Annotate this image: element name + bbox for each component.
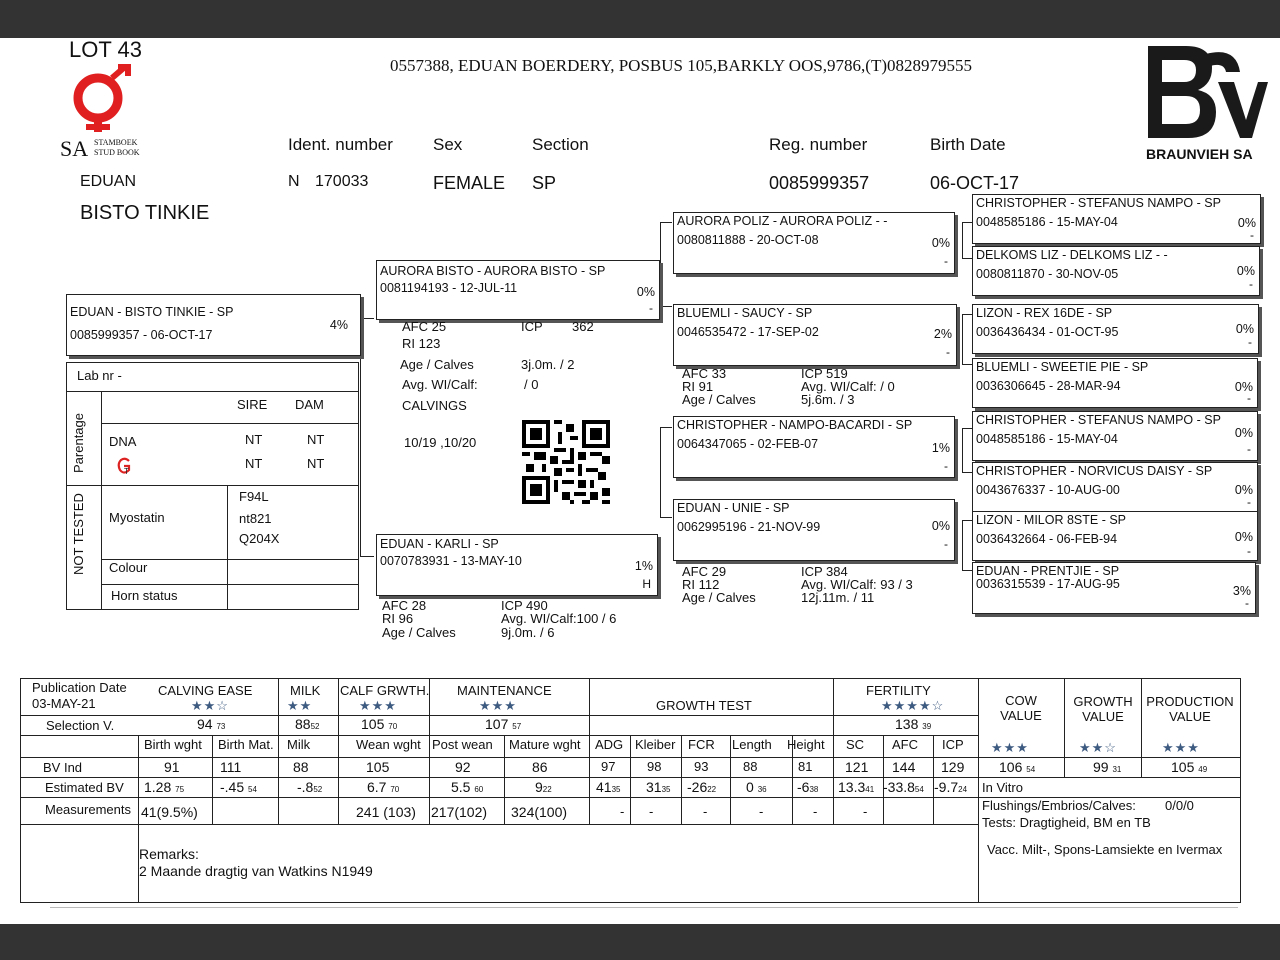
col-mature-wght: Mature wght — [509, 737, 581, 752]
ggp-2-dash: - — [1249, 277, 1253, 291]
calving-ease-stars: ★★☆ — [191, 698, 229, 713]
gp-ds-reg: 0064347065 - 02-FEB-07 — [677, 437, 819, 451]
gp-ds-name: CHRISTOPHER - NAMPO-BACARDI - SP — [677, 418, 913, 432]
footer-rule — [50, 907, 1238, 908]
ggp-3-dash: - — [1248, 335, 1252, 349]
horn-label: Horn status — [111, 588, 178, 603]
gp-ss-dash: - — [944, 254, 948, 268]
est-mature: 922 — [535, 779, 552, 795]
meas-fcr: - — [703, 804, 708, 819]
gp-sd-inbreeding: 2% — [933, 327, 952, 341]
dam-afc: AFC 28 — [382, 598, 427, 613]
sire-box[interactable] — [376, 260, 660, 320]
birth-label: Birth Date — [930, 135, 1006, 154]
ggp-4-reg: 0036306645 - 28-MAR-94 — [976, 379, 1121, 393]
dam-ri: RI 96 — [382, 611, 414, 626]
production-value-label: PRODUCTION VALUE — [1146, 694, 1234, 724]
est-afc: -33.854 — [883, 779, 924, 795]
ggp-3-inbreeding: 0% — [1235, 322, 1254, 336]
gp-sd-reg: 0046535472 - 17-SEP-02 — [677, 325, 819, 339]
ggp-box-6[interactable] — [972, 462, 1258, 512]
myostatin-nt821: nt821 — [239, 511, 272, 526]
calving-ease-label: CALVING EASE — [158, 683, 253, 698]
dam-name: EDUAN - KARLI - SP — [380, 537, 499, 551]
remarks-text: 2 Maande dragtig van Watkins N1949 — [139, 863, 373, 879]
gp-sd-age: 5j.6m. / 3 — [801, 392, 855, 407]
sa-studbook-logo — [60, 64, 160, 160]
sire-col-label: SIRE — [237, 397, 268, 412]
growth-value-stars: ★★☆ — [1079, 740, 1117, 755]
sire-dash: - — [649, 301, 653, 315]
gp-sd-icp: ICP 519 — [801, 366, 848, 381]
flushings-value: 0/0/0 — [1165, 798, 1194, 813]
cow-value-stars: ★★★ — [991, 740, 1029, 755]
ggp-7-reg: 0036432664 - 06-FEB-94 — [976, 532, 1118, 546]
col-afc: AFC — [892, 737, 918, 752]
est-kleiber: 3135 — [646, 779, 671, 795]
milk-stars: ★★ — [287, 698, 313, 713]
in-vitro-label: In Vitro — [982, 780, 1023, 795]
col-sc: SC — [846, 737, 865, 752]
top-bar — [0, 0, 1280, 38]
sire-icp-label: ICP — [521, 319, 543, 334]
meas-wean: 241 (103) — [356, 804, 416, 820]
ggp-5-inbreeding: 0% — [1234, 426, 1253, 440]
ggp-box-8[interactable] — [972, 562, 1256, 614]
lot-number: LOT 43 — [69, 37, 142, 62]
gt-sire: NT — [245, 456, 263, 471]
growth-test-label: GROWTH TEST — [656, 698, 752, 713]
gp-ds-inbreeding: 1% — [931, 441, 950, 455]
bv-ind-birth-mat: 111 — [220, 759, 242, 775]
meas-sc: - — [863, 804, 868, 819]
sire-reg: 0081194193 - 12-JUL-11 — [380, 281, 518, 295]
fertility-stars: ★★★★☆ — [881, 698, 945, 713]
calving-dates: 10/19 ,10/20 — [404, 435, 477, 450]
sex-label: Sex — [433, 135, 463, 154]
reg-label: Reg. number — [769, 135, 868, 154]
sire-wi: / 0 — [524, 377, 539, 392]
braunvieh-logo — [1140, 42, 1270, 166]
vaccination-text: Vacc. Milt-, Spons-Lamsiekte en Ivermax — [987, 842, 1223, 857]
remarks-label: Remarks: — [139, 846, 199, 862]
ident-prefix: N — [288, 173, 300, 190]
performance-table — [20, 678, 1241, 903]
bv-ind-post-wean: 92 — [455, 759, 471, 775]
tests-text: Tests: Dragtigheid, BM en TB — [982, 815, 1151, 830]
ggp-box-1[interactable] — [972, 194, 1261, 244]
ggp-6-reg: 0043676337 - 10-AUG-00 — [976, 483, 1120, 497]
bottom-bar — [0, 924, 1280, 960]
maintenance-value: 107 57 — [485, 716, 522, 732]
ggp-2-inbreeding: 0% — [1236, 264, 1255, 278]
est-height: -638 — [797, 779, 819, 795]
section-value: SP — [532, 173, 557, 193]
sire-inbreeding: 0% — [636, 285, 655, 299]
gp-dd-dash: - — [944, 537, 948, 551]
maintenance-label: MAINTENANCE — [457, 683, 552, 698]
ggp-box-3[interactable] — [972, 304, 1259, 354]
myostatin-label: Myostatin — [109, 510, 165, 525]
gp-dd-afc: AFC 29 — [682, 564, 727, 579]
ident-number: 170033 — [315, 173, 369, 190]
dam-inbreeding: 1% — [634, 559, 653, 573]
colour-label: Colour — [109, 560, 148, 575]
sire-wi-label: Avg. WI/Calf: — [402, 377, 478, 392]
selection-label: Selection V. — [46, 718, 115, 733]
ggp-7-inbreeding: 0% — [1234, 530, 1253, 544]
gp-dam-dam-box[interactable] — [673, 499, 955, 561]
ggp-2-reg: 0080811870 - 30-NOV-05 — [976, 267, 1119, 281]
ggp-box-2[interactable] — [972, 246, 1260, 296]
sa-logo-stamboek: STAMBOEK — [94, 138, 138, 147]
production-value: 105 49 — [1171, 759, 1208, 775]
sa-logo-studbook: STUD BOOK — [94, 148, 140, 157]
dna-dam: NT — [307, 432, 325, 447]
subject-name: EDUAN - BISTO TINKIE - SP — [70, 305, 234, 319]
gp-dd-inbreeding: 0% — [931, 519, 950, 533]
gp-sd-wi: Avg. WI/Calf: / 0 — [801, 379, 895, 394]
col-height: Height — [787, 737, 825, 752]
calving-ease-value: 94 73 — [197, 716, 226, 732]
dam-col-label: DAM — [295, 397, 324, 412]
gt-dam: NT — [307, 456, 325, 471]
qr-code-icon — [522, 420, 610, 504]
dam-wi: Avg. WI/Calf:100 / 6 — [501, 611, 617, 626]
cow-value-label: COW VALUE — [1000, 693, 1042, 723]
sire-afc: AFC 25 — [402, 319, 447, 334]
gt-logo-icon — [115, 457, 135, 475]
ggp-5-name: CHRISTOPHER - STEFANUS NAMPO - SP — [976, 413, 1221, 427]
bv-ind-milk: 88 — [293, 759, 309, 775]
est-birth-wght: 1.28 75 — [144, 779, 185, 795]
fertility-label: FERTILITY — [866, 683, 931, 698]
est-milk: -.852 — [297, 779, 323, 795]
subject-inbreeding: 4% — [329, 318, 348, 332]
sire-age: 3j.0m. / 2 — [521, 357, 575, 372]
lab-nr: Lab nr - — [77, 368, 122, 383]
myostatin-f94l: F94L — [239, 489, 269, 504]
col-birth-wght: Birth wght — [144, 737, 202, 752]
col-post-wean: Post wean — [432, 737, 493, 752]
bv-ind-label: BV Ind — [43, 760, 83, 775]
gp-dd-name: EDUAN - UNIE - SP — [677, 501, 790, 515]
ggp-7-dash: - — [1247, 544, 1251, 558]
gp-dam-sire-box[interactable] — [673, 416, 955, 478]
est-bv-label: Estimated BV — [45, 780, 124, 795]
gp-dd-ri: RI 112 — [682, 577, 720, 592]
meas-adg: - — [620, 804, 625, 819]
est-post-wean: 5.5 60 — [451, 779, 484, 795]
ggp-4-name: BLUEMLI - SWEETIE PIE - SP — [976, 360, 1149, 374]
section-label: Section — [532, 135, 589, 154]
sex-value: FEMALE — [433, 173, 506, 193]
gp-dd-age-label: Age / Calves — [682, 590, 756, 605]
ggp-8-inbreeding: 3% — [1232, 584, 1251, 598]
est-adg: 4135 — [596, 779, 621, 795]
gp-dd-reg: 0062995196 - 21-NOV-99 — [677, 520, 821, 534]
maintenance-stars: ★★★ — [479, 698, 517, 713]
production-value-stars: ★★★ — [1162, 740, 1200, 755]
ggp-5-reg: 0048585186 - 15-MAY-04 — [976, 432, 1118, 446]
col-birth-mat: Birth Mat. — [218, 737, 274, 752]
gp-sd-ri: RI 91 — [682, 379, 714, 394]
col-milk: Milk — [287, 737, 311, 752]
measurements-label: Measurements — [45, 802, 131, 817]
birth-value: 06-OCT-17 — [930, 173, 1020, 193]
bv-ind-mature: 86 — [532, 759, 548, 775]
ggp-3-name: LIZON - REX 16DE - SP — [976, 306, 1113, 320]
ggp-1-dash: - — [1250, 228, 1254, 242]
bv-ind-afc: 144 — [892, 759, 916, 775]
growth-value: 99 31 — [1093, 759, 1122, 775]
bv-ind-birth-wght: 91 — [164, 759, 180, 775]
ggp-1-name: CHRISTOPHER - STEFANUS NAMPO - SP — [976, 196, 1221, 210]
ggp-2-name: DELKOMS LIZ - DELKOMS LIZ - - — [976, 248, 1168, 262]
ggp-6-dash: - — [1247, 495, 1251, 509]
sire-icp: 362 — [572, 319, 594, 334]
dam-box[interactable] — [376, 534, 658, 596]
bv-ind-wean: 105 — [366, 759, 390, 775]
ggp-1-reg: 0048585186 - 15-MAY-04 — [976, 215, 1118, 229]
sa-logo-letters: SA — [60, 136, 89, 161]
bv-ind-kleiber: 98 — [647, 759, 662, 774]
meas-length: - — [759, 804, 764, 819]
ggp-8-reg: 0036315539 - 17-AUG-95 — [976, 577, 1120, 591]
calf-growth-label: CALF GRWTH. — [340, 683, 430, 698]
calvings-label: CALVINGS — [402, 398, 467, 413]
dna-label: DNA — [109, 434, 137, 449]
bv-ind-icp: 129 — [941, 759, 965, 775]
est-fcr: -2622 — [687, 779, 717, 795]
dam-age-label: Age / Calves — [382, 625, 456, 640]
gp-sire-sire-box[interactable] — [673, 212, 955, 274]
lab-box — [66, 362, 359, 610]
ggp-4-inbreeding: 0% — [1234, 380, 1253, 394]
flushings-label: Flushings/Embrios/Calves: — [982, 798, 1136, 813]
gp-sire-dam-box[interactable] — [673, 304, 957, 366]
reg-value: 0085999357 — [769, 173, 870, 193]
herd-prefix: EDUAN — [80, 173, 137, 190]
col-length: Length — [732, 737, 772, 752]
ggp-6-name: CHRISTOPHER - NORVICUS DAISY - SP — [976, 464, 1213, 478]
subject-reg: 0085999357 - 06-OCT-17 — [70, 328, 213, 342]
bv-ind-length: 88 — [743, 759, 758, 774]
est-length: 0 36 — [746, 779, 767, 795]
col-wean-wght: Wean wght — [356, 737, 421, 752]
dam-flag: H — [642, 577, 651, 591]
est-wean: 6.7 70 — [367, 779, 400, 795]
dam-icp: ICP 490 — [501, 598, 548, 613]
meas-post-wean: 217(102) — [431, 804, 488, 820]
col-adg: ADG — [595, 737, 624, 752]
gp-sd-age-label: Age / Calves — [682, 392, 756, 407]
dam-reg: 0070783931 - 13-MAY-10 — [380, 554, 522, 568]
ggp-8-name: EDUAN - PRENTJIE - SP — [976, 564, 1120, 578]
gp-dd-age: 12j.11m. / 11 — [801, 590, 875, 605]
sire-age-label: Age / Calves — [400, 357, 474, 372]
ggp-7-name: LIZON - MILOR 8STE - SP — [976, 513, 1127, 527]
bv-ind-height: 81 — [798, 759, 813, 774]
ggp-6-inbreeding: 0% — [1234, 483, 1253, 497]
ggp-8-dash: - — [1245, 596, 1249, 610]
studbook-emblem-icon — [60, 64, 160, 136]
ggp-box-5[interactable] — [972, 411, 1258, 461]
gp-dd-wi: Avg. WI/Calf: 93 / 3 — [801, 577, 913, 592]
parentage-label: Parentage — [71, 413, 86, 473]
not-tested-label: NOT TESTED — [71, 493, 86, 575]
ggp-4-dash: - — [1247, 391, 1251, 405]
subject-box[interactable] — [66, 294, 361, 356]
col-icp: ICP — [942, 737, 964, 752]
pub-date-label: Publication Date — [32, 680, 127, 695]
bv-ind-sc: 121 — [845, 759, 869, 775]
bv-ind-adg: 97 — [601, 759, 616, 774]
ggp-3-reg: 0036436434 - 01-OCT-95 — [976, 325, 1119, 339]
pub-date: 03-MAY-21 — [32, 696, 96, 711]
meas-kleiber: - — [649, 804, 654, 819]
sire-name: AURORA BISTO - AURORA BISTO - SP — [380, 264, 606, 278]
milk-label: MILK — [290, 683, 321, 698]
gp-dd-icp: ICP 384 — [801, 564, 848, 579]
gp-sd-afc: AFC 33 — [682, 366, 727, 381]
meas-height: - — [813, 804, 818, 819]
dna-sire: NT — [245, 432, 263, 447]
gp-sd-dash: - — [946, 345, 950, 359]
gp-ds-dash: - — [944, 459, 948, 473]
est-sc: 13.341 — [838, 779, 875, 795]
ident-label: Ident. number — [288, 135, 393, 154]
calf-growth-value: 105 70 — [361, 716, 398, 732]
meas-birth-wght: 41(9.5%) — [141, 804, 198, 820]
svg-text:T: T — [124, 467, 129, 475]
growth-value-label: GROWTH VALUE — [1073, 694, 1133, 724]
ggp-box-4[interactable] — [972, 358, 1258, 408]
gp-sd-name: BLUEMLI - SAUCY - SP — [677, 306, 813, 320]
cow-value: 106 54 — [999, 759, 1036, 775]
calf-growth-stars: ★★★ — [359, 698, 397, 713]
meas-mature: 324(100) — [511, 804, 568, 820]
milk-value: 8852 — [295, 716, 320, 732]
ggp-1-inbreeding: 0% — [1237, 216, 1256, 230]
dam-age: 9j.0m. / 6 — [501, 625, 555, 640]
animal-name: BISTO TINKIE — [80, 202, 210, 224]
gp-ss-name: AURORA POLIZ - AURORA POLIZ - - — [677, 214, 888, 228]
est-icp: -9.724 — [934, 779, 968, 795]
fertility-value: 138 39 — [895, 716, 932, 732]
gp-ss-reg: 0080811888 - 20-OCT-08 — [677, 233, 819, 247]
est-birth-mat: -.45 54 — [220, 779, 257, 795]
sire-ri: RI 123 — [402, 336, 441, 351]
ggp-box-7[interactable] — [972, 511, 1258, 561]
ggp-5-dash: - — [1247, 442, 1251, 456]
col-fcr: FCR — [688, 737, 715, 752]
myostatin-q204x: Q204X — [239, 531, 280, 546]
brand-name: BRAUNVIEH SA — [1146, 146, 1253, 162]
col-kleiber: Kleiber — [635, 737, 676, 752]
bv-monogram-icon — [1140, 42, 1270, 142]
owner-line: 0557388, EDUAN BOERDERY, POSBUS 105,BARKLY OOS,9786,(T)0828979555 — [390, 56, 973, 75]
bv-ind-fcr: 93 — [694, 759, 709, 774]
gp-ss-inbreeding: 0% — [931, 236, 950, 250]
